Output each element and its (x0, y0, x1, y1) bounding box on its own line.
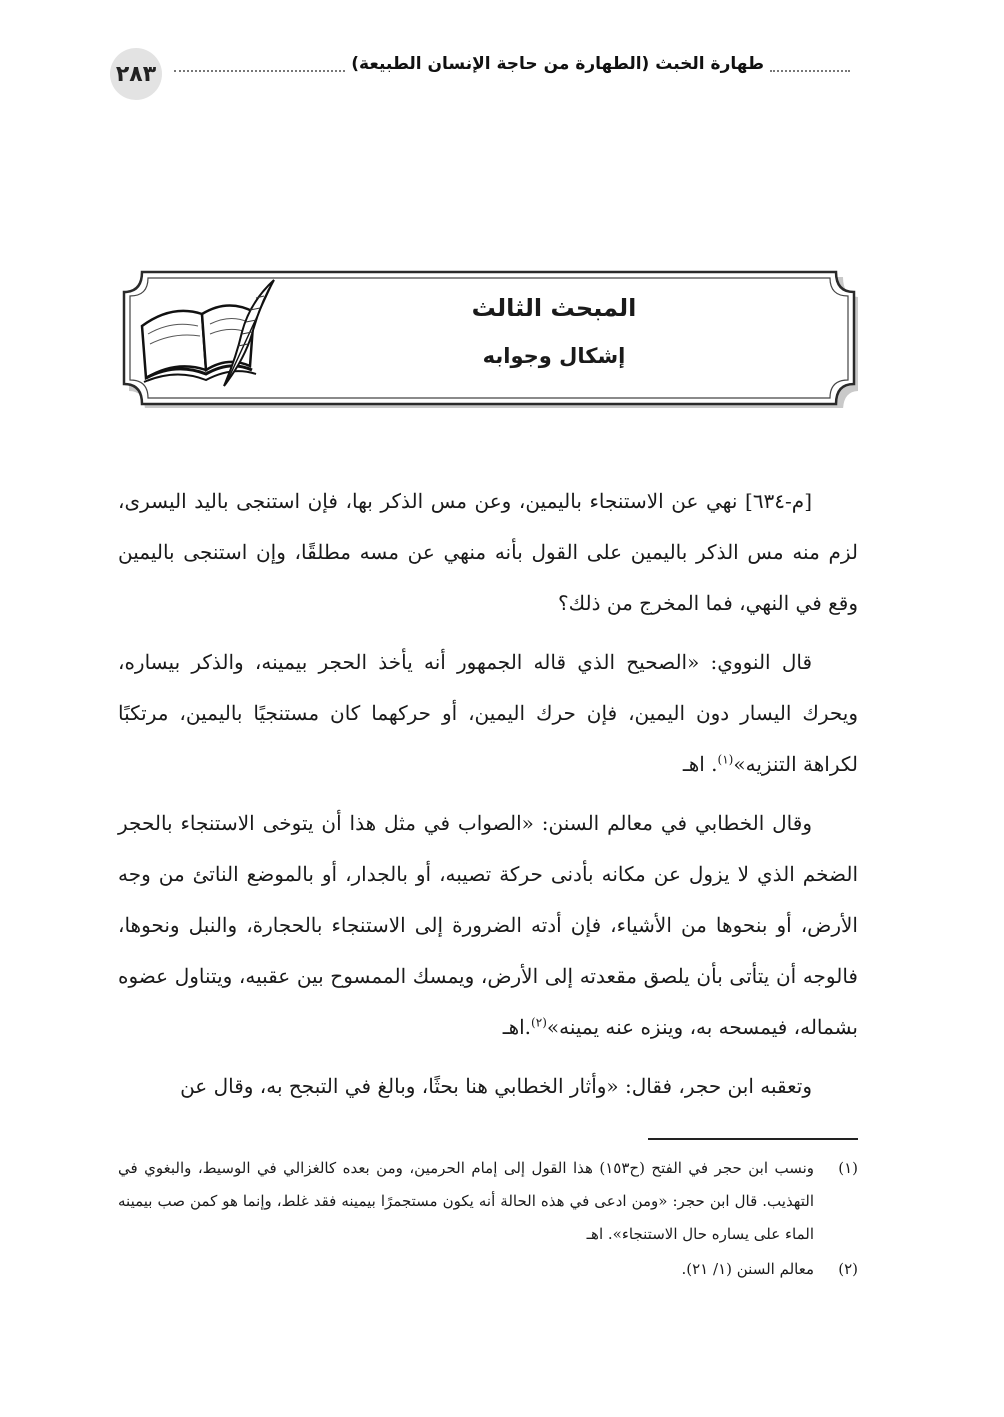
footnote-text: ونسب ابن حجر في الفتح (ح١٥٣) هذا القول إلى إمام الحرمين، ومن بعده كالغزالي في الوسيط، والبغوي في التهذيب. قال ابن حجر: «ومن ادعى في هذه الحالة أنه يكون مستجمرًا بيمينه فقد غلط، وإنما هو كمن صب بيمينه الماء على يساره حال الاستنجاء». اهـ (118, 1159, 814, 1243)
footnote-1 (118, 1152, 858, 1251)
running-title: طهارة الخبث (الطهارة من حاجة الإنسان الطبيعة) (351, 54, 764, 74)
book-and-quill-icon (132, 274, 282, 392)
page-number: ٢٨٣ (110, 48, 162, 100)
chapter-text (290, 286, 818, 368)
footnote-ref-1[interactable]: (١) (717, 752, 734, 767)
footnote-number: (٢) (838, 1260, 858, 1278)
footnote-2 (118, 1253, 858, 1286)
header-leader-dots-left (174, 56, 345, 72)
running-header (110, 44, 850, 100)
header-title-row (174, 54, 850, 74)
paragraph-khattabi (118, 798, 858, 1053)
paragraph-nawawi (118, 637, 858, 790)
paragraph-text: قال النووي: «الصحيح الذي قاله الجمهور أنه يأخذ الحجر بيمينه، والذكر بيساره، ويحرك اليسار دون اليمين، فإن حرك اليمين، أو حركهما كان مستنجيًا باليمين، مرتكبًا لكراهة التنزيه» (118, 650, 858, 776)
footnote-number: (١) (838, 1159, 858, 1177)
paragraph-text: وقال الخطابي في معالم السنن: «الصواب في مثل هذا أن يتوخى الاستنجاء بالحجر الضخم الذي لا يزول عن مكانه بأدنى حركة تصيبه، أو بالجدار، أو بالموضع الناتئ من وجه الأرض، أو بنحوها من الأشياء، فإن أدته الضرورة إلى الاستنجاء بالحجارة، والنبل ونحوها، فالوجه أن يتأتى بأن يلصق مقعدته إلى الأرض، ويمسك الممسوح بين عقبيه، ويتناول عضوه بشماله، فيمسحه به، وينزه عنه يمينه» (118, 811, 858, 1039)
footnote-text: معالم السنن (١/ ٢١). (681, 1260, 814, 1278)
paragraph-ending: . اهـ (682, 752, 718, 776)
footnote-separator (648, 1138, 858, 1140)
main-text (118, 476, 858, 1120)
chapter-title: المبحث الثالث (471, 294, 637, 322)
footnote-ref-2[interactable]: (٢) (531, 1015, 547, 1030)
paragraph-text: وتعقبه ابن حجر، فقال: «وأثار الخطابي هنا بحثًا، وبالغ في التبجح به، وقال عن (180, 1074, 812, 1098)
paragraph-ending: .اهـ (502, 1015, 532, 1039)
paragraph-question (118, 476, 858, 629)
chapter-heading-box (120, 268, 858, 408)
paragraph-ibn-hajar (118, 1061, 858, 1112)
paragraph-text: [م-٦٣٤] نهي عن الاستنجاء باليمين، وعن مس الذكر بها، فإن استنجى باليد اليسرى، لزم منه مس الذكر باليمين على القول بأنه منهي عن مسه مطلقًا، وإن استنجى باليمين وقع في النهي، فما المخرج من ذلك؟ (118, 489, 858, 615)
chapter-subtitle: إشكال وجوابه (482, 344, 626, 368)
footnotes (118, 1152, 858, 1288)
header-leader-dots-right (770, 56, 850, 72)
